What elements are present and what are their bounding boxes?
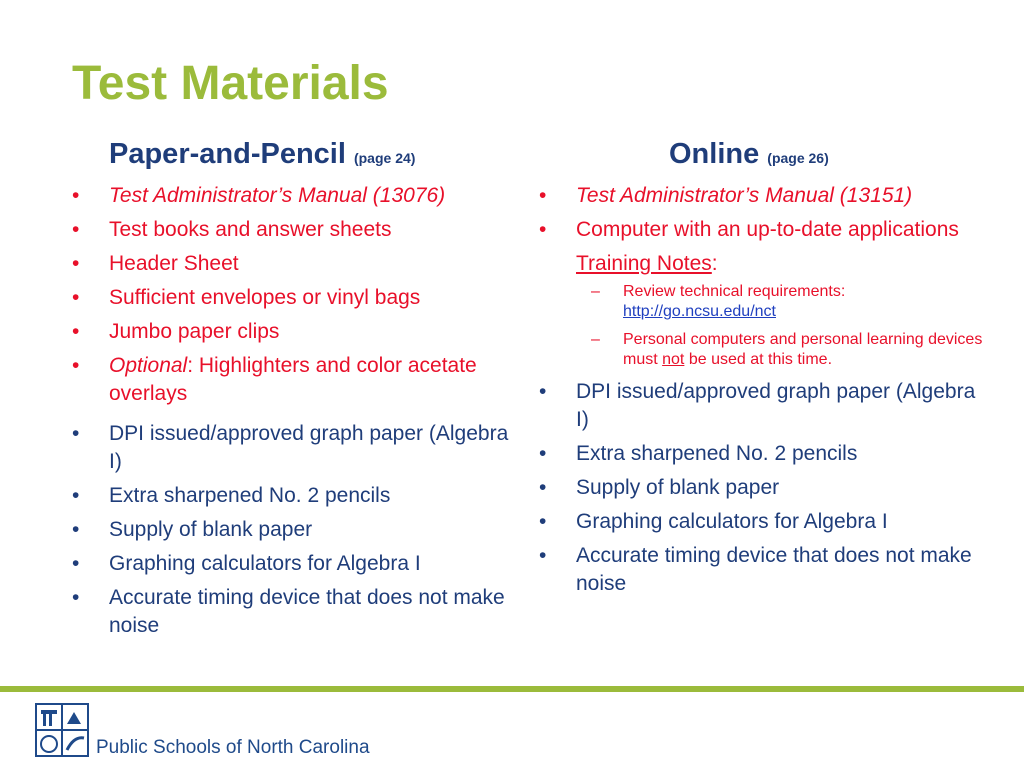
online-heading-text: Online	[669, 138, 760, 170]
paper-pencil-red-list	[68, 182, 518, 408]
bullet-icon: •	[72, 586, 80, 609]
online-blue-list	[535, 378, 990, 598]
bullet-icon: •	[72, 184, 80, 207]
list-item: • Test Administrator’s Manual (13151)	[535, 182, 990, 210]
online-red-list	[535, 182, 990, 244]
paper-pencil-heading	[68, 136, 518, 176]
sub-list-item: – Review technical requirements: http://go.ncsu.edu/nct	[591, 283, 846, 320]
bullet-icon: •	[539, 184, 547, 207]
bullet-icon: •	[72, 552, 80, 575]
bullet-icon: •	[539, 218, 547, 241]
online-page-ref: (page 26)	[767, 150, 829, 166]
bullet-icon: •	[539, 442, 547, 465]
bullet-icon: •	[72, 252, 80, 275]
footer-divider	[0, 686, 1024, 692]
bullet-icon: •	[72, 218, 80, 241]
bullet-icon: •	[72, 286, 80, 309]
bullet-icon: •	[72, 484, 80, 507]
online-column	[535, 136, 990, 604]
training-notes-list	[535, 282, 990, 370]
list-item: • Accurate timing device that does not make noise	[539, 544, 972, 595]
list-item: • DPI issued/approved graph paper (Algebra I)	[539, 380, 976, 431]
footer-org-name: Public Schools of North Carolina	[96, 737, 370, 758]
list-item: • Supply of blank paper	[68, 516, 518, 544]
requirements-link[interactable]: http://go.ncsu.edu/nct	[623, 303, 776, 320]
paper-pencil-column	[68, 136, 518, 646]
online-heading	[535, 136, 990, 176]
dash-icon: –	[591, 331, 600, 348]
bullet-icon: •	[539, 476, 547, 499]
bullet-icon: •	[539, 380, 547, 403]
sub-list-item: – Personal computers and personal learning devices must not be used at this time.	[591, 331, 983, 368]
bullet-icon: •	[539, 544, 547, 567]
paper-pencil-blue-list	[68, 420, 518, 640]
dash-icon: –	[591, 283, 600, 300]
list-item: • Computer with an up-to-date applications	[535, 216, 990, 244]
bullet-icon: •	[72, 422, 80, 445]
list-item: • DPI issued/approved graph paper (Algebra I)	[72, 422, 509, 473]
bullet-icon: •	[72, 354, 80, 377]
bullet-icon: •	[72, 518, 80, 541]
list-item: • Graphing calculators for Algebra I	[68, 550, 518, 578]
list-item: • Supply of blank paper	[535, 474, 990, 502]
list-item: • Accurate timing device that does not make noise	[72, 586, 505, 637]
list-item: • Header Sheet	[68, 250, 518, 278]
list-item: • Extra sharpened No. 2 pencils	[535, 440, 990, 468]
bullet-icon: •	[539, 510, 547, 533]
list-item: • Sufficient envelopes or vinyl bags	[68, 284, 518, 312]
training-notes-label: Training Notes:	[576, 252, 718, 275]
list-item: • Optional: Highlighters and color acetate overlays	[72, 354, 477, 405]
bullet-icon: •	[72, 320, 80, 343]
list-item: • Test books and answer sheets	[68, 216, 518, 244]
state-seal-logo-icon	[34, 702, 90, 758]
paper-pencil-heading-text: Paper-and-Pencil	[109, 138, 346, 170]
list-item: • Graphing calculators for Algebra I	[535, 508, 990, 536]
list-item: • Test Administrator’s Manual (13076)	[68, 182, 518, 210]
paper-pencil-page-ref: (page 24)	[353, 150, 416, 166]
list-item: • Jumbo paper clips	[68, 318, 518, 346]
list-item: • Extra sharpened No. 2 pencils	[68, 482, 518, 510]
slide-title: Test Materials	[72, 57, 389, 110]
